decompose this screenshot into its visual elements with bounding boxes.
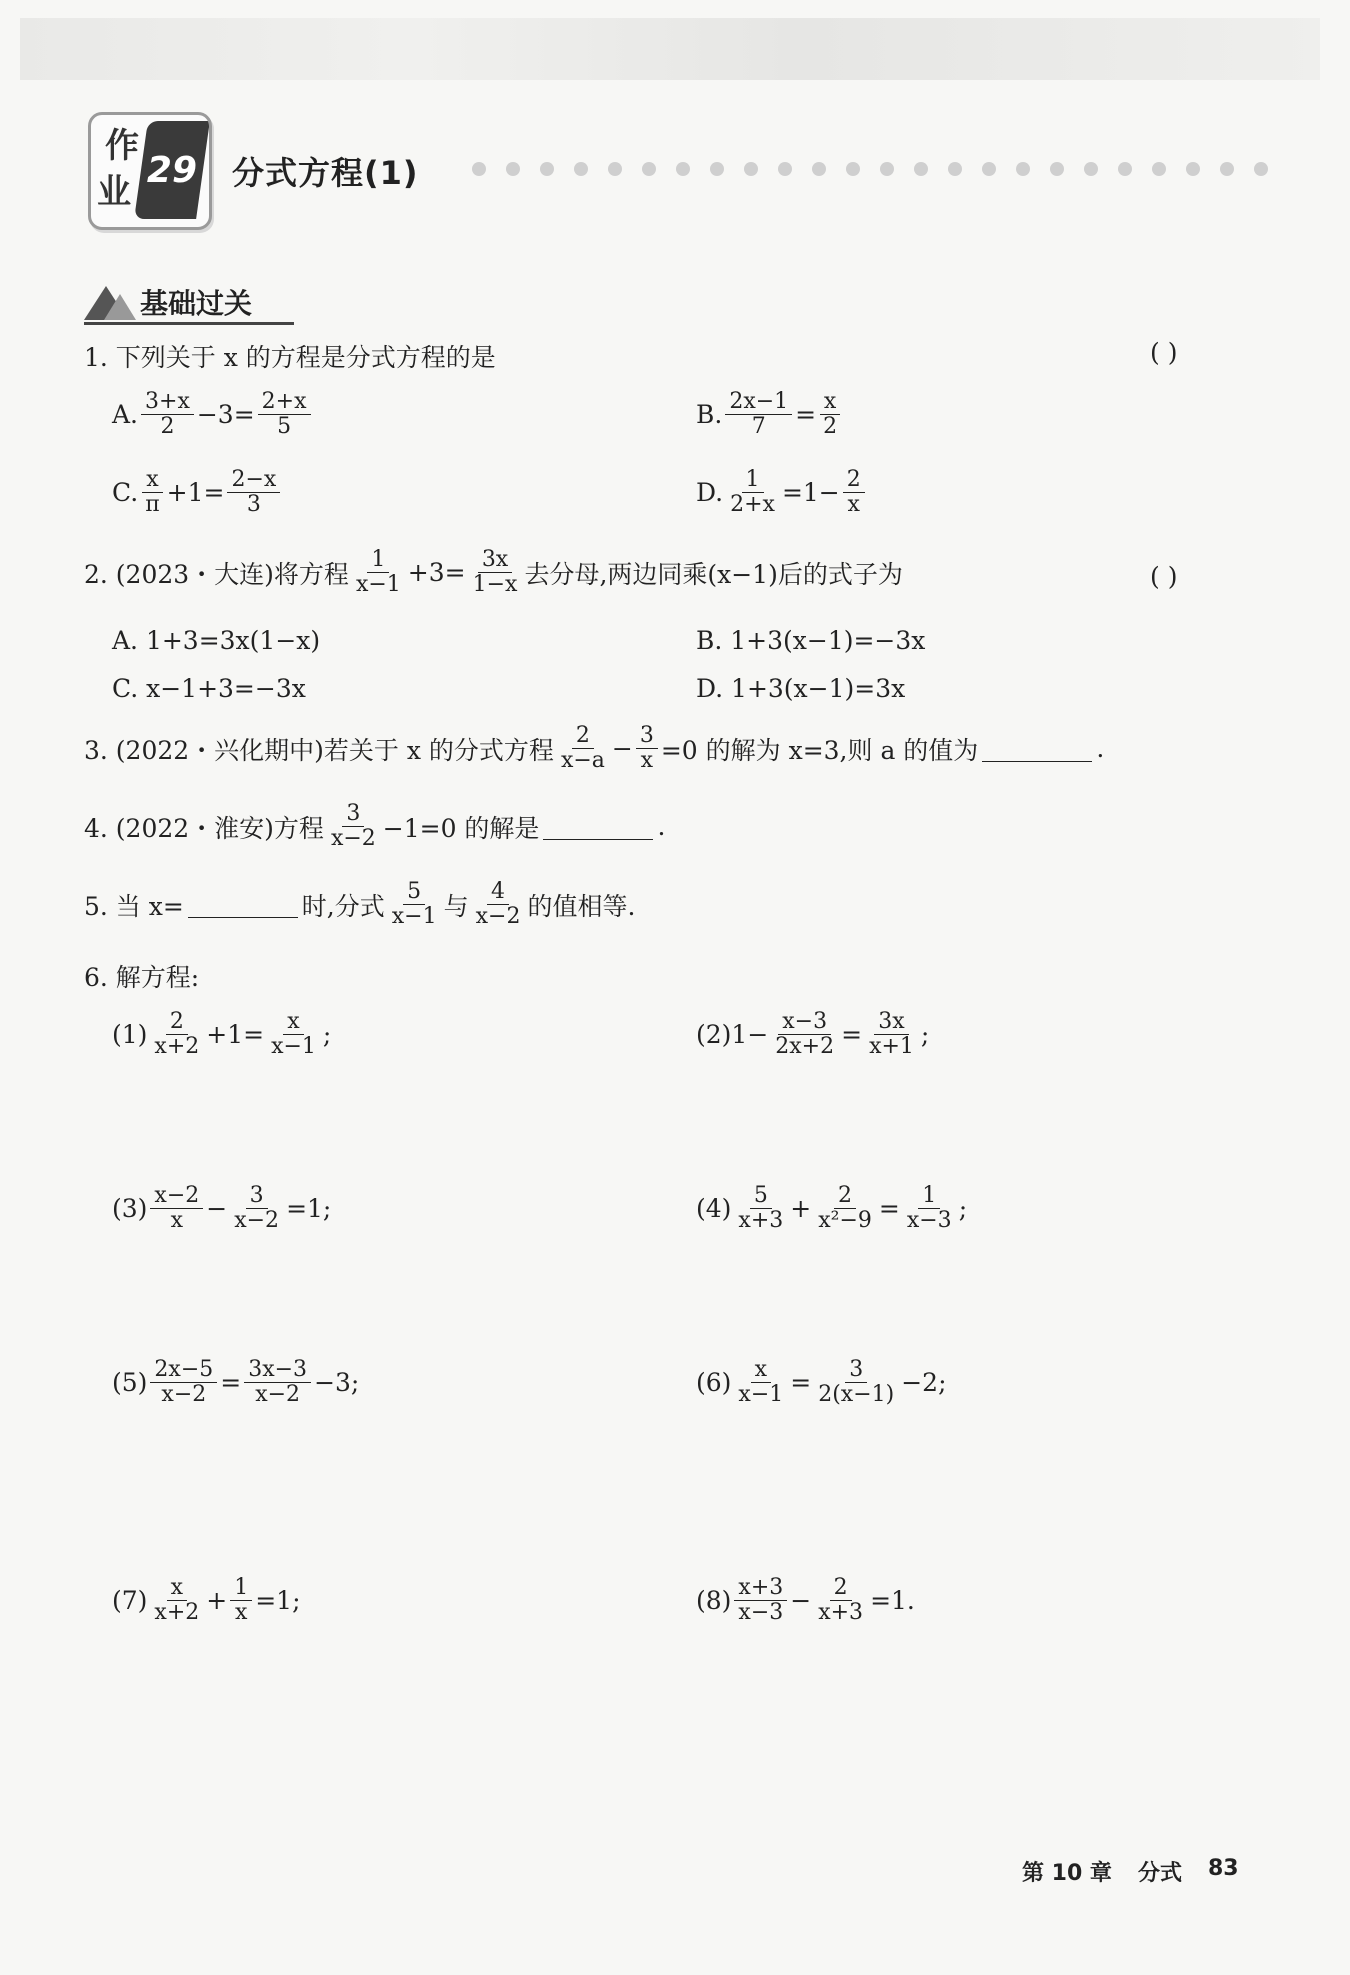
q2-option-c[interactable]: C. x−1+3=−3x: [112, 674, 306, 703]
answer-paren-2[interactable]: ( ): [1150, 562, 1178, 591]
homework-badge: [88, 112, 212, 230]
q6-part-8: (8) $\frac{x+3}{x-3}$ − $\frac{2}{x+3}$ =1.: [696, 1575, 915, 1626]
q1-option-c[interactable]: C. $\frac{x}{\pi}$ +1= $\frac{2-x}{3}$: [112, 468, 283, 517]
badge-number-box: [134, 121, 210, 219]
question-5: 5. 当 x= 时,分式 $\frac{5}{x-1}$ 与 $\frac{4}{x-2}$ 的值相等.: [84, 879, 636, 930]
question-1-stem: 1. 下列关于 x 的方程是分式方程的是: [84, 343, 496, 372]
footer-chapter: 第 10 章: [1022, 1861, 1112, 1886]
section-label: 基础过关: [140, 287, 253, 320]
q1-option-b[interactable]: B. $\frac{2x-1}{7}$ = $\frac{x}{2}$: [696, 390, 844, 439]
answer-blank-3[interactable]: [982, 735, 1092, 762]
page-title: 分式方程(1): [232, 154, 419, 192]
answer-paren-1[interactable]: ( ): [1150, 338, 1178, 367]
question-4: 4. (2022・淮安)方程 $\frac{3}{x-2}$ −1=0 的解是 .: [84, 801, 666, 852]
q6-part-1: (1) $\frac{2}{x+2}$ +1= $\frac{x}{x-1}$ ;: [112, 1009, 332, 1060]
answer-blank-5[interactable]: [188, 891, 298, 918]
badge-char-top: 作: [105, 126, 139, 166]
q6-part-2: (2)1− $\frac{x-3}{2x+2}$ = $\frac{3x}{x+1}$ ;: [696, 1009, 930, 1060]
page-footer: [1022, 1856, 1239, 1887]
q2-option-b[interactable]: B. 1+3(x−1)=−3x: [696, 626, 926, 655]
question-2-stem: 2. (2023・大连)将方程 $\frac{1}{x-1}$ +3= $\frac{3x}{1-x}$ 去分母,两边同乘(x−1)后的式子为: [84, 547, 903, 598]
q1-option-d[interactable]: D. $\frac{1}{2+x}$ =1− $\frac{2}{x}$: [696, 468, 868, 517]
q6-part-7: (7) $\frac{x}{x+2}$ + $\frac{1}{x}$ =1;: [112, 1575, 301, 1626]
badge-number: 29: [146, 149, 198, 191]
footer-topic: 分式: [1137, 1861, 1182, 1886]
q2-option-d[interactable]: D. 1+3(x−1)=3x: [696, 674, 906, 703]
page-number: 83: [1207, 1856, 1239, 1881]
question-6-stem: 6. 解方程:: [84, 963, 200, 992]
title-dots-decoration: [472, 162, 1268, 176]
q6-part-5: (5) $\frac{2x-5}{x-2}$ = $\frac{3x-3}{x-2}$ −3;: [112, 1357, 360, 1408]
q2-option-a[interactable]: A. 1+3=3x(1−x): [112, 626, 321, 655]
q6-part-3: (3) $\frac{x-2}{x}$ − $\frac{3}{x-2}$ =1;: [112, 1183, 332, 1234]
question-3: 3. (2022・兴化期中)若关于 x 的分式方程 $\frac{2}{x-a}$ − $\frac{3}{x}$ =0 的解为 x=3,则 a 的值为 .: [84, 723, 1105, 774]
answer-blank-4[interactable]: [543, 813, 653, 840]
q6-part-4: (4) $\frac{5}{x+3}$ + $\frac{2}{\text{x²−9}}$ = $\frac{1}{x-3}$ ;: [696, 1183, 968, 1234]
section-header: [84, 282, 294, 322]
badge-char-bottom: 业: [97, 172, 131, 212]
q1-option-a[interactable]: A. $\frac{3+x}{2}$ −3= $\frac{2+x}{5}$: [112, 390, 314, 439]
q6-part-6: (6) $\frac{x}{x-1}$ = $\frac{3}{2(x-1)}$ −2;: [696, 1357, 947, 1408]
